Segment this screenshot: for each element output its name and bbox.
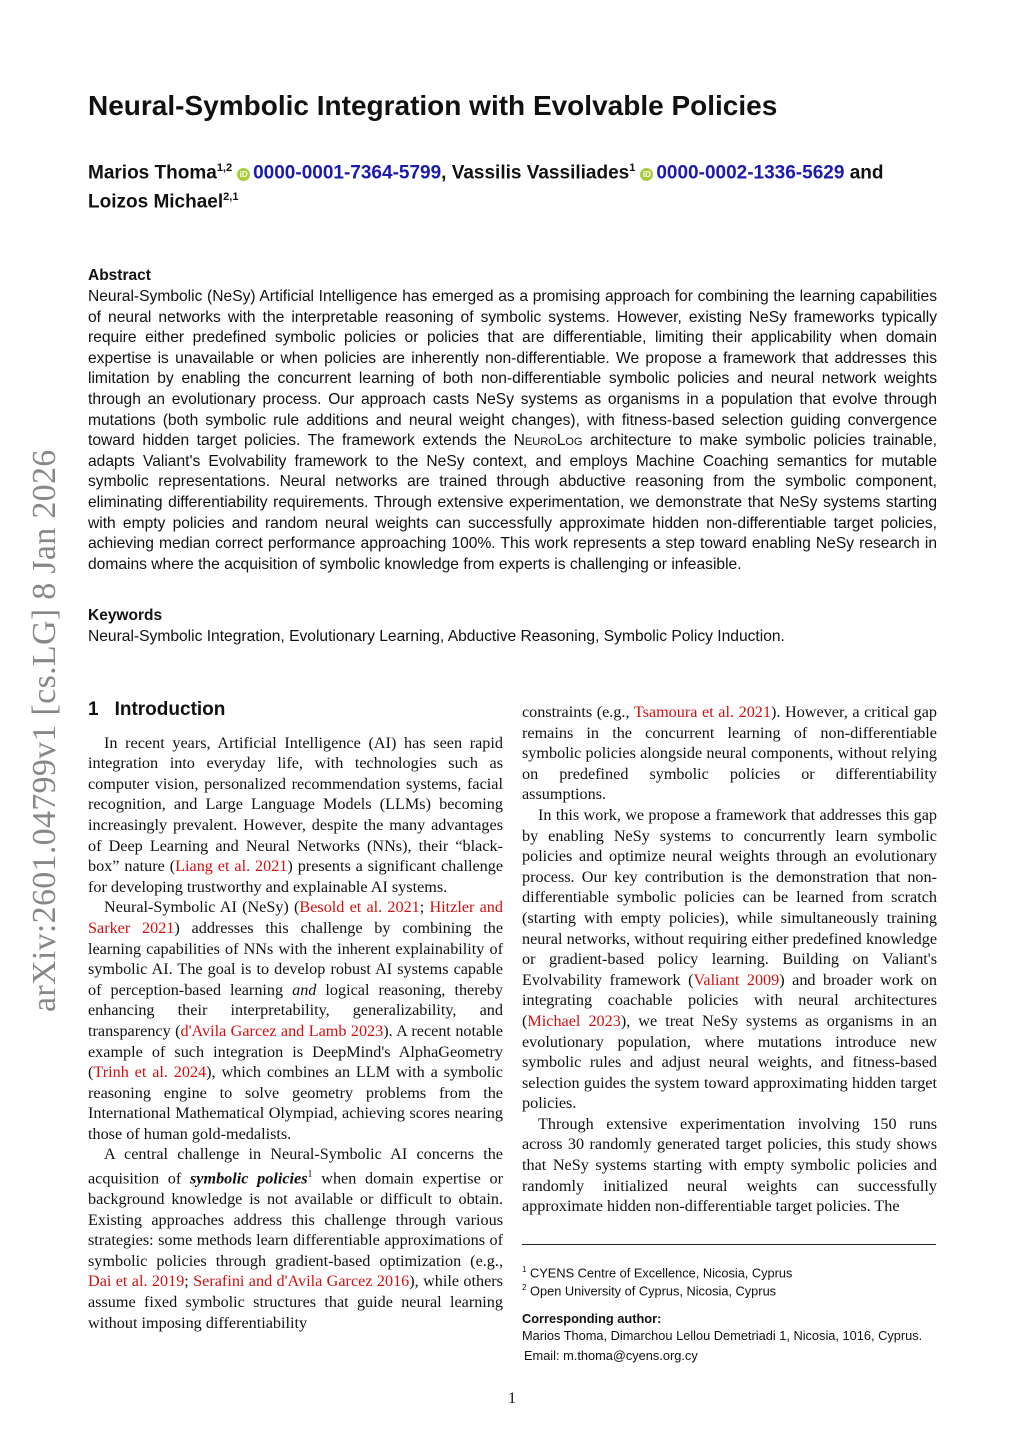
author-name: Marios Thoma	[88, 162, 217, 184]
keywords-heading: Keywords	[88, 607, 163, 624]
text-run: In this work, we propose a framework that addresses this gap by enabling NeSy systems to concurrently learn symbolic policies and optimize neural weights through an evolutionary process. Our key contribution is the demonstration that non-differentiable symbolic policies can be learned from scratch (starting with empty policies), while simultaneously training neural networks, without requiring either predefined knowledge or gradient-based policy learning. Building on Valiant's Evolvability framework (	[522, 805, 937, 989]
citation-link[interactable]: Valiant 2009	[693, 970, 780, 989]
footnote-2	[522, 1279, 776, 1299]
author-name: Loizos Michael	[88, 191, 224, 213]
citation-link[interactable]: Hitzler and Sarker 2021	[88, 898, 503, 937]
citation-link[interactable]: Tsamoura et al. 2021	[633, 703, 771, 721]
author-affiliation: 1	[629, 162, 636, 174]
text-run: A central challenge in Neural-Symbolic AI concerns the acquisition of	[88, 1145, 503, 1188]
footnote-mark: 1	[522, 1265, 527, 1274]
abstract-part: architecture to make symbolic policies trainable, adapts Valiant's Evolvability framework to the NeSy context, and employs Machine Coaching semantics for mutable symbolic representations. Neural networks are trained through abductive reasoning from the symbolic component, eliminating differentiability requirements. Through extensive experimentation, we demonstrate that NeSy systems starting with empty policies and random neural weights can successfully approximate hidden non-differentiable target policies, achieving median correct performance approaching 100%. This work represents a step toward enabling NeSy research in domains where the acquisition of symbolic knowledge from experts is challenging or infeasible.	[88, 432, 937, 573]
footnote-text: Open University of Cyprus, Nicosia, Cyprus	[530, 1283, 777, 1299]
abstract-neurolog: NeuroLog	[513, 432, 583, 450]
citation-link[interactable]: Besold et al. 2021	[299, 898, 420, 917]
separator: ,	[441, 162, 447, 184]
abstract-heading: Abstract	[88, 267, 151, 284]
text-run: ). A recent notable example of such integration is DeepMind's AlphaGeometry (	[88, 1021, 503, 1082]
orcid-link[interactable]: 0000-0002-1336-5629	[656, 162, 845, 184]
text-run: constraints (e.g.,	[522, 703, 634, 721]
corresponding-email[interactable]: Email: m.thoma@cyens.org.cy	[524, 1348, 698, 1363]
author-list	[88, 156, 938, 215]
footnote-text: CYENS Centre of Excellence, Nicosia, Cyprus	[530, 1265, 793, 1281]
text-run: and	[292, 980, 317, 999]
text-run: symbolic policies	[190, 1169, 308, 1188]
arxiv-stamp: arXiv:2601.04799v1 [cs.LG] 8 Jan 2026	[26, 449, 63, 1012]
text-run: ;	[184, 1272, 194, 1291]
text-run: Neural-Symbolic AI (NeSy) (	[104, 898, 300, 917]
citation-link[interactable]: Dai et al. 2019	[88, 1272, 185, 1291]
conjunction: and	[849, 162, 884, 184]
citation-link[interactable]: Michael 2023	[527, 1011, 621, 1030]
page-number: 1	[508, 1390, 516, 1407]
paragraph	[522, 702, 937, 805]
citation-link[interactable]: d'Avila Garcez and Lamb 2023	[180, 1021, 384, 1040]
section-title: Introduction	[114, 699, 226, 720]
text-run: ) presents a significant challenge for developing trustworthy and explainable AI systems.	[88, 857, 504, 896]
footnote-rule	[522, 1244, 936, 1245]
orcid-icon[interactable]: iD	[640, 168, 653, 181]
orcid-icon[interactable]: iD	[237, 168, 250, 181]
paragraph	[88, 733, 503, 898]
paper-title: Neural-Symbolic Integration with Evolvable Policies	[88, 90, 778, 121]
text-run: ) and broader work on integrating coachable policies with neural architectures (	[522, 970, 937, 1030]
keywords-text: Neural-Symbolic Integration, Evolutionary Learning, Abductive Reasoning, Symbolic Policy Induction.	[88, 628, 785, 645]
text-run: ), while others assume fixed symbolic structures that guide neural learning without imposing differentiability	[88, 1272, 503, 1332]
paragraph	[88, 897, 503, 1144]
corresponding-heading: Corresponding author:	[522, 1311, 662, 1326]
text-run: In recent years, Artificial Intelligence (AI) has seen rapid integration into everyday life, with technologies such as computer vision, personalized recommendation systems, facial recognition, and Large Language Models (LLMs) becoming increasingly prevalent. However, despite the many advantages of Deep Learning and Neural Networks (NNs), their “black-box” nature (	[88, 733, 503, 876]
paragraph	[522, 805, 937, 1114]
right-column	[522, 702, 937, 1217]
abstract-part: Neural-Symbolic (NeSy) Artificial Intelligence has emerged as a promising approach for combining the learning capabilities of neural networks with the interpretable reasoning of symbolic systems. However, existing NeSy frameworks typically require either predefined symbolic policies or policies that are differentiable, limiting their applicability when domain expertise is unavailable or when policies are inherently non-differentiable. We propose a framework that addresses this limitation by enabling the concurrent learning of both non-differentiable symbolic policies and neural network weights through an evolutionary process. Our approach casts NeSy systems as organisms in a population that evolve through mutations (both symbolic rule additions and neural weight changes), with fitness-based selection guiding convergence toward hidden target policies. The framework extends the	[88, 288, 937, 450]
abstract-text	[88, 287, 937, 575]
text-run: Through extensive experimentation involving 150 runs across 30 randomly generated target policies, this study shows that NeSy systems starting with empty symbolic policies and randomly initialized neural weights can successfully approximate hidden non-differentiable target policies. The	[522, 1114, 937, 1216]
citation-link[interactable]: Trinh et al. 2024	[93, 1063, 207, 1082]
footnote-ref[interactable]: 1	[307, 1169, 313, 1181]
text-run: ), which combines an LLM with a symbolic reasoning engine to solve geometry problems from the International Mathematical Olympiad, achieving scores nearing those of human gold-medalists.	[88, 1063, 503, 1143]
citation-link[interactable]: Liang et al. 2021	[175, 857, 288, 876]
citation-link[interactable]: Serafini and d'Avila Garcez 2016	[193, 1272, 410, 1291]
footnote-mark: 2	[522, 1283, 527, 1292]
text-run: ). However, a critical gap remains in the concurrent learning of non-differentiable symbolic policies alongside neural components, without relying on predefined symbolic policies or differentiability assumptions.	[522, 703, 937, 804]
author-affiliation: 1,2	[216, 162, 233, 174]
text-run: ) addresses this challenge by combining the learning capabilities of NNs with the inherent explainability of symbolic AI. The goal is to develop robust AI systems capable of perception-based learning	[88, 918, 503, 999]
text-run: ), we treat NeSy systems as organisms in an evolutionary population, where mutations introduce new symbolic rules and adjust neural weights, and fitness-based selection guides the system toward approximating hidden target policies.	[522, 1011, 937, 1113]
section-number: 1	[88, 699, 99, 720]
corresponding-address: Marios Thoma, Dimarchou Lellou Demetriadi 1, Nicosia, 1016, Cyprus.	[522, 1328, 923, 1343]
paragraph	[522, 1114, 937, 1217]
text-run: logical reasoning, thereby enhancing their interpretability, generalizability, and transparency (	[88, 980, 503, 1040]
section-heading	[88, 700, 503, 721]
paragraph	[88, 1144, 503, 1333]
orcid-link[interactable]: 0000-0001-7364-5799	[253, 162, 442, 184]
author-name: Vassilis Vassiliades	[451, 162, 630, 184]
left-column	[88, 700, 503, 1333]
author-affiliation: 2,1	[223, 191, 239, 204]
text-run: ;	[419, 898, 430, 917]
text-run: when domain expertise or background knowledge is not available or difficult to obtain. Existing approaches address this challenge through various strategies: some methods learn differentiable approximations of symbolic policies through gradient-based optimization (e.g.,	[88, 1169, 503, 1270]
